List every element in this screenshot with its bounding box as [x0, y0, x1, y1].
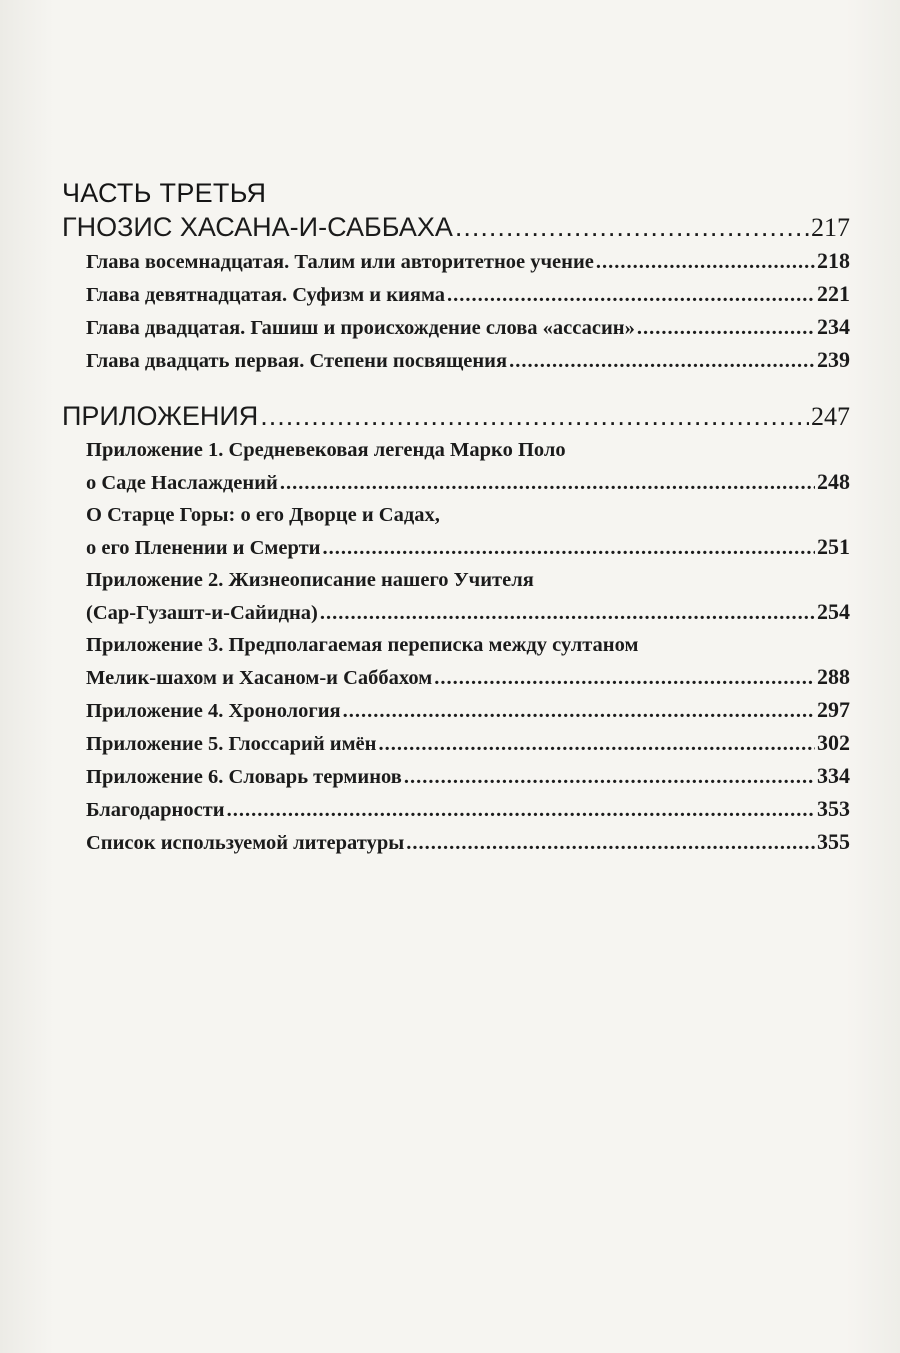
toc-entry-appendices — [62, 399, 850, 434]
page-number: 353 — [817, 796, 850, 821]
page-number: 234 — [817, 314, 850, 339]
chapter-title: Глава двадцать первая. Степени посвящения — [86, 350, 508, 372]
entry-title: Благодарности — [86, 799, 225, 821]
entry-title-line2: о Саде Наслаждений — [86, 472, 278, 494]
part-heading: ЧАСТЬ ТРЕТЬЯ — [62, 178, 267, 208]
entry-title: Приложение 6. Словарь терминов — [86, 766, 402, 788]
entry-title: Приложение 5. Глоссарий имён — [86, 733, 377, 755]
toc-entry-chapter — [62, 344, 850, 377]
dot-leader — [343, 695, 815, 727]
page-number: 302 — [817, 730, 850, 755]
toc-entry-appendix — [62, 694, 850, 727]
section-title: ПРИЛОЖЕНИЯ — [62, 401, 259, 431]
part-title: ГНОЗИС ХАСАНА-И-САББАХА — [62, 212, 453, 242]
dot-leader — [322, 532, 815, 564]
dot-leader — [280, 467, 815, 499]
page-number: 355 — [817, 829, 850, 854]
dot-leader — [447, 279, 815, 311]
entry-title: Приложение 4. Хронология — [86, 700, 341, 722]
dot-leader — [596, 246, 815, 278]
toc-entry-appendix — [62, 727, 850, 760]
dot-leader — [509, 345, 815, 377]
toc-entry-chapter — [62, 311, 850, 344]
toc-entry-bibliography — [62, 826, 850, 859]
page-number: 254 — [817, 599, 850, 624]
page-number: 251 — [817, 534, 850, 559]
entry-title-line1: Приложение 2. Жизнеописание нашего Учителя — [86, 569, 534, 591]
dot-leader — [404, 761, 815, 793]
entry-title-line2: (Сар-Гузашт-и-Сайидна) — [86, 602, 318, 624]
toc-entry-appendix — [62, 760, 850, 793]
entry-title-line1: Приложение 3. Предполагаемая переписка между султаном — [86, 634, 639, 656]
entry-title-line1: О Старце Горы: о его Дворце и Садах, — [86, 504, 440, 526]
entry-title-line1: Приложение 1. Средневековая легенда Марко Поло — [86, 439, 566, 461]
page-number: 239 — [817, 347, 850, 372]
dot-leader — [406, 827, 815, 859]
dot-leader — [378, 728, 815, 760]
dot-leader — [260, 399, 809, 433]
toc-entry-acknowledgements — [62, 793, 850, 826]
page-number: 297 — [817, 697, 850, 722]
page-number: 221 — [817, 281, 850, 306]
page-number: 247 — [811, 402, 850, 431]
toc-entry-appendix — [62, 434, 850, 499]
chapter-title: Глава восемнадцатая. Талим или авторитетное учение — [86, 251, 594, 273]
dot-leader — [455, 210, 809, 244]
entry-title-line2: о его Пленении и Смерти — [86, 537, 321, 559]
dot-leader — [320, 597, 815, 629]
dot-leader — [434, 662, 815, 694]
toc-entry-appendix — [62, 629, 850, 694]
toc-entry-appendix — [62, 499, 850, 564]
entry-title: Список используемой литературы — [86, 832, 405, 854]
dot-leader — [637, 312, 815, 344]
dot-leader — [227, 794, 815, 826]
page-number: 334 — [817, 763, 850, 788]
page-number: 217 — [811, 213, 850, 242]
page-number: 218 — [817, 248, 850, 273]
entry-title-line2: Мелик-шахом и Хасаном-и Саббахом — [86, 667, 433, 689]
toc-entry-appendix — [62, 564, 850, 629]
toc-entry-part3 — [62, 210, 850, 245]
page-number: 248 — [817, 469, 850, 494]
table-of-contents — [62, 176, 850, 859]
chapter-title: Глава девятнадцатая. Суфизм и кияма — [86, 284, 446, 306]
toc-entry-chapter — [62, 245, 850, 278]
toc-entry-chapter — [62, 278, 850, 311]
page-number: 288 — [817, 664, 850, 689]
chapter-title: Глава двадцатая. Гашиш и происхождение слова «ассасин» — [86, 317, 635, 339]
